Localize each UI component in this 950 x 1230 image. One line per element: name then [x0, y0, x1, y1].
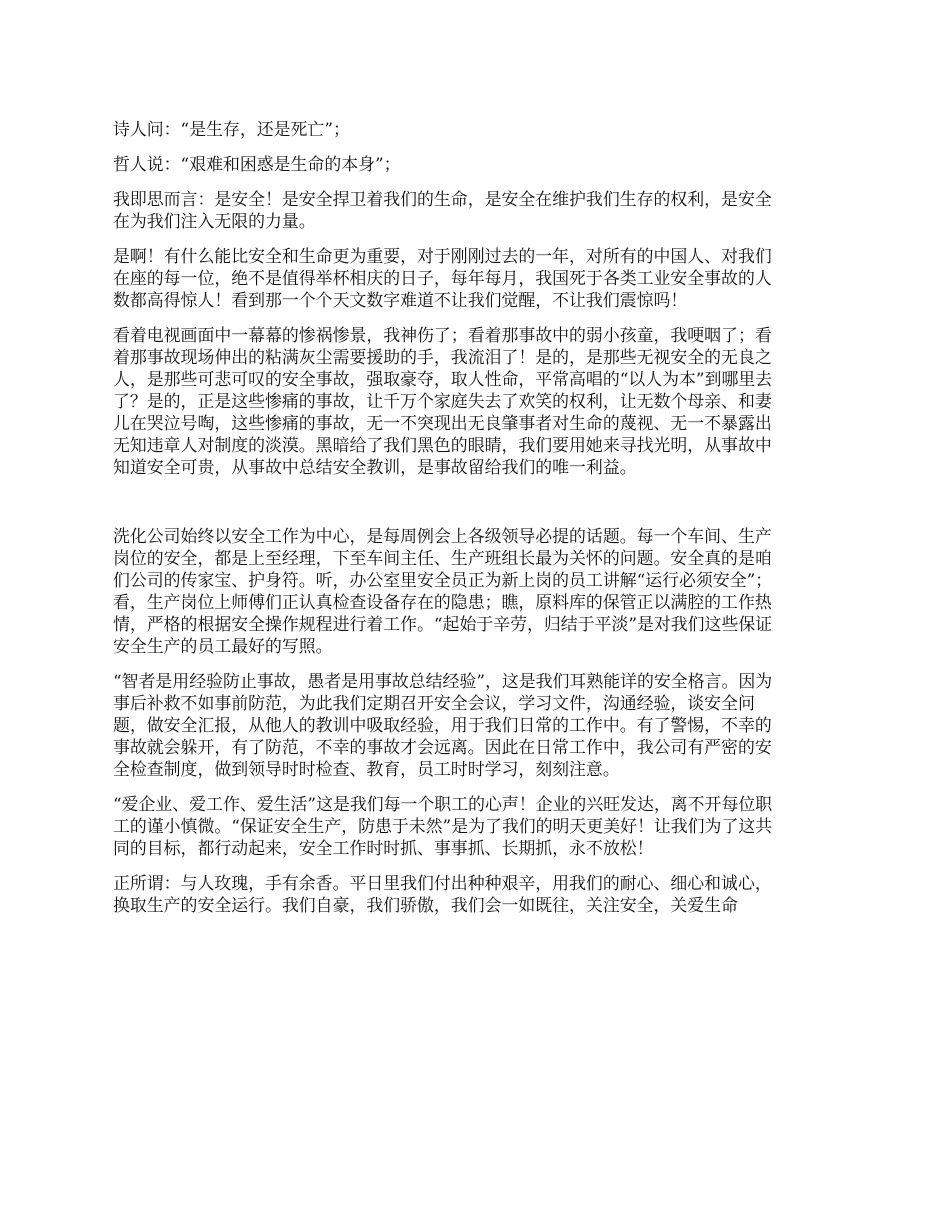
paragraph-accident-scenes: 看着电视画面中一幕幕的惨祸惨景，我神伤了；看着那事故中的弱小孩童，我哽咽了；看 着那事故现场伸出的粘满灰尘需要援助的手，我流泪了！是的，是那些无视安全的无良之 人，是那些可悲可叹的安全事故，强取豪夺，取人性命，平常高唱的“以人为本”到哪里去 了？是的，正是这些惨痛的事故，让千万个家庭失去了欢笑的权利，让无数个母亲、和妻 儿在哭泣号啕，这些惨痛的事故，无一不突现出无良肇事者对生命的蔑视、无一不暴露出 无知违章人对制度的淡漠。黑暗给了我们黑色的眼睛，我们要用她来寻找光明，从事故中 知道安全可贵，从事故中总结安全教训，是事故留给我们的唯一利益。 — [113, 325, 773, 477]
paragraph-philosopher-saying: 哲人说：“艰难和困惑是生命的本身”； — [113, 154, 401, 174]
document-body — [113, 118, 841, 916]
paragraph-safety-importance: 是啊！有什么能比安全和生命更为重要，对于刚刚过去的一年，对所有的中国人、对我们 在座的每一位，绝不是值得举杯相庆的日子，每年每月，我国死于各类工业安全事故的人 数都高得惊人！看到那一个个天文数字难道不让我们觉醒，不让我们震惊吗！ — [113, 246, 772, 310]
paragraph-closing: 正所谓：与人玫瑰，手有余香。平日里我们付出种种艰辛，用我们的耐心、细心和诚心， 换取生产的安全运行。我们自豪，我们骄傲，我们会一如既往，关注安全，关爱生命 — [113, 873, 772, 915]
paragraph-safety-answer: 我即思而言：是安全！是安全捍卫着我们的生命，是安全在维护我们生存的权利，是安全 在为我们注入无限的力量。 — [113, 189, 772, 231]
paragraph-company-safety: 洗化公司始终以安全工作为中心，是每周例会上各级领导必提的话题。每一个车间、生产 岗位的安全，都是上至经理，下至车间主任、生产班组长最为关怀的问题。安全真的是咱 们公司的传家宝、护身符。听，办公室里安全员正为新上岗的员工讲解“运行必须安全”； 看，生产岗位上师傅们正认真检查设备存在的隐患；瞧，原料库的保管正以满腔的工作热 情，严格的根据安全操作规程进行着工作。“起始于辛劳，归结于平淡”是对我们这些保证 安全生产的员工最好的写照。 — [113, 526, 773, 656]
paragraph-safety-motto: “智者是用经验防止事故，愚者是用事故总结经验”，这是我们耳熟能详的安全格言。因为 事后补救不如事前防范，为此我们定期召开安全会议，学习文件，沟通经验，谈安全问 题，做安全汇报，从他人的教训中吸取经验，用于我们日常的工作中。有了警惕，不幸的 事故就会躲开，有了防范，不幸的事故才会远离。因此在日常工作中，我公司有严密的安 全检查制度，做到领导时时检查、教育，员工时时学习，刻刻注意。 — [113, 671, 773, 779]
paragraph-employee-voice: “爱企业、爱工作、爱生活”这是我们每一个职工的心声！企业的兴旺发达，离不开每位职 工的谨小慎微。“保证安全生产，防患于未然”是为了我们的明天更美好！让我们为了这共 同的目标，都行动起来，安全工作时时抓、事事抓、长期抓，永不放松！ — [113, 794, 773, 858]
paragraph-poet-question: 诗人问：“是生存，还是死亡”； — [113, 119, 350, 139]
